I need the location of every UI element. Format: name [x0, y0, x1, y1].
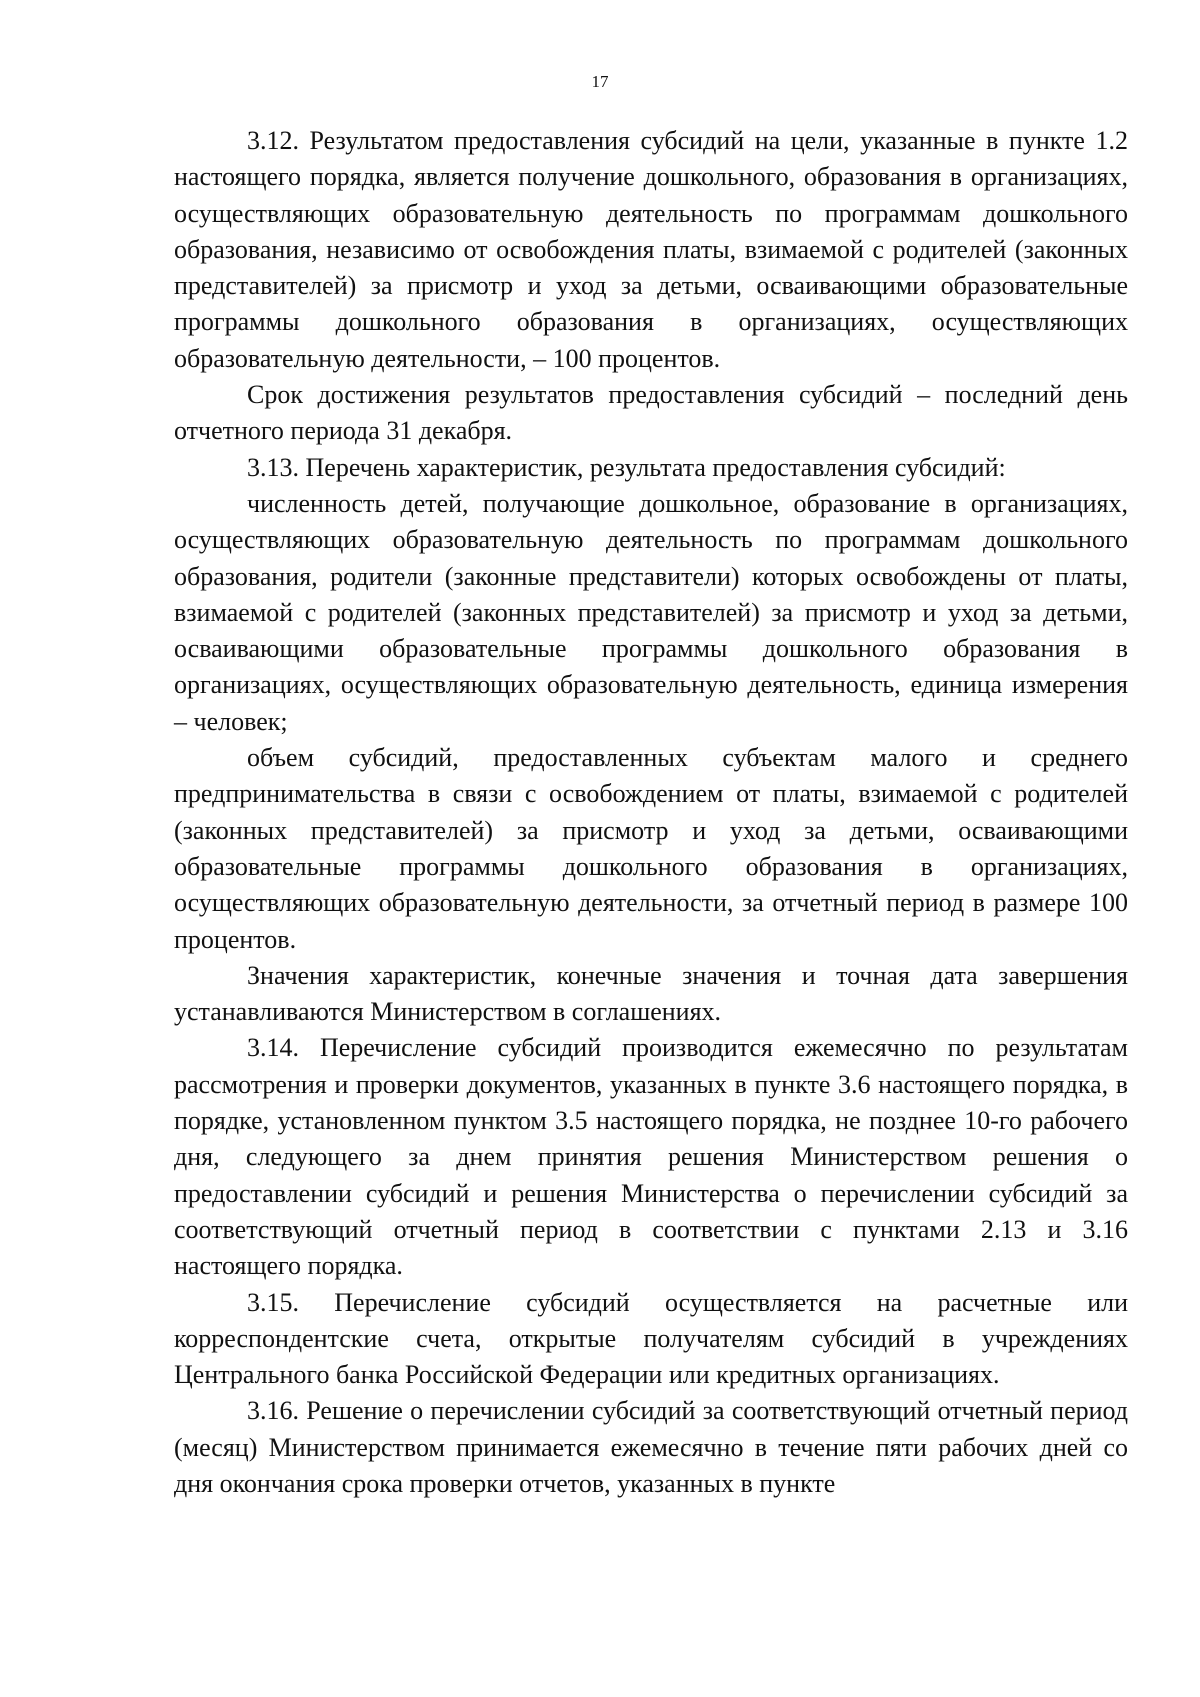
paragraph-3-14: 3.14. Перечисление субсидий производится ежемесячно по результатам рассмотрения и проверки документов, указанных в пункте 3.6 настоящего порядка, в порядке, установленном пунктом 3.5 настоящего порядка, не позднее 10-го рабочего дня, следующего за днем принятия решения Министерством решения о предоставлении субсидий и решения Министерства о перечислении субсидий за соответствующий отчетный период в соответствии с пунктами 2.13 и 3.16 настоящего порядка. [174, 1033, 1128, 1281]
paragraph-3-16: 3.16. Решение о перечислении субсидий за соответствующий отчетный период (месяц) Министерством принимается ежемесячно в течение пяти рабочих дней со дня окончания срока проверки отчетов, указанных в пункте [174, 1396, 1128, 1498]
document-body [174, 123, 1128, 1502]
paragraph-children-count: численность детей, получающие дошкольное, образование в организациях, осуществляющих образовательную деятельность по программам дошкольного образования, родители (законные представители) которых освобождены от платы, взимаемой с родителей (законных представителей) за присмотр и уход за детьми, осваивающими образовательные программы дошкольного образования в организациях, осуществляющих образовательную деятельность, единица измерения – человек; [174, 488, 1128, 736]
paragraph-deadline: Срок достижения результатов предоставления субсидий – последний день отчетного периода 31 декабря. [174, 380, 1128, 446]
paragraph-3-13: 3.13. Перечень характеристик, результата предоставления субсидий: [247, 452, 1006, 482]
paragraph-subsidy-volume: объем субсидий, предоставленных субъектам малого и среднего предпринимательства в связи с освобождением от платы, взимаемой с родителей (законных представителей) за присмотр и уход за детьми, осваивающими образовательные программы дошкольного образования в организациях, осуществляющих образовательную деятельности, за отчетный период в размере 100 процентов. [174, 743, 1128, 954]
paragraph-3-15: 3.15. Перечисление субсидий осуществляется на расчетные или корреспондентские счета, открытые получателям субсидий в учреждениях Центрального банка Российской Федерации или кредитных организациях. [174, 1287, 1128, 1390]
paragraph-3-12: 3.12. Результатом предоставления субсидий на цели, указанные в пункте 1.2 настоящего порядка, является получение дошкольного, образования в организациях, осуществляющих образовательную деятельность по программам дошкольного образования, независимо от освобождения платы, взимаемой с родителей (законных представителей) за присмотр и уход за детьми, осваивающими образовательные программы дошкольного образования в организациях, осуществляющих образовательную деятельности, – 100 процентов. [174, 126, 1128, 373]
paragraph-values: Значения характеристик, конечные значения и точная дата завершения устанавливаются Министерством в соглашениях. [174, 960, 1128, 1027]
page-number: 17 [591, 72, 609, 91]
